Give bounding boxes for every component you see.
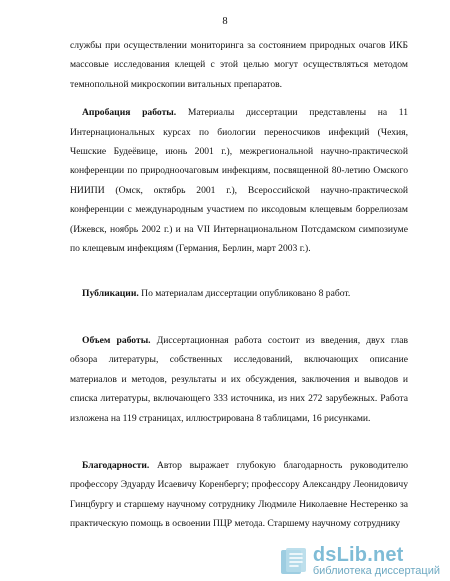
paragraph-heading: Объем работы.	[82, 334, 151, 346]
watermark-name: dsLib.net	[312, 544, 404, 566]
paragraph-text: службы при осуществлении мониторинга за состоянием природных очагов ИКБ массовые исследования клещей с этой целью могут осуществляться методом темнопольной микроскопии витальных препаратов.	[70, 40, 408, 90]
paragraph-continuation	[70, 36, 408, 94]
paragraph-text: Материалы диссертации представлены на 11 Интернациональных курсах по биологии переносчиков инфекций (Чехия, Чешские Будеёвице, июнь 2001 г.), межрегиональной научно-практической конференции по природноочаговым инфекциям, посвященной 80-летию Омского НИИПИ (Омск, октябрь 2001 г.), Всероссийской научно-практической конференции с международным участием по иксодовым клещевым боррелиозам (Ижевск, ноябрь 2002 г.) и на VII Интернациональном Потсдамском симпозиуме по клещевым инфекциям (Германия, Берлин, март 2003 г.).	[70, 107, 408, 255]
paragraph-text: Диссертационная работа состоит из введения, двух глав обзора литературы, собственных исследований, включающих описание материалов и методов, результаты и их обсуждения, заключения и выводов и списка литературы, включающего 333 источника, из них 272 зарубежных. Работа изложена на 119 страницах, иллюстрирована 8 таблицами, 16 рисунками.	[70, 334, 408, 424]
paragraph-heading: Публикации.	[82, 288, 139, 300]
page-number: 8	[222, 16, 228, 27]
paragraph-publications	[70, 284, 408, 303]
paragraph-text: Автор выражает глубокую благодарность руководителю профессору Эдуарду Исаевичу Коренбергу; профессору Александру Леонидовичу Гинцбургу и старшему научному сотруднику Людмиле Николаевне Нестеренко за практическую помощь в освоении ПЦР метода. Старшему научному сотруднику	[70, 459, 408, 530]
paragraph-heading: Благодарности.	[82, 459, 150, 471]
dslib-watermark	[279, 545, 440, 577]
page-body	[70, 36, 408, 534]
dslib-logo-icon	[279, 546, 309, 576]
watermark-text	[313, 545, 440, 577]
paragraph-heading: Апробация работы.	[82, 107, 177, 119]
watermark-subtitle: библиотека диссертаций	[312, 565, 440, 577]
paragraph-approbation	[70, 103, 408, 258]
paragraph-acknowledgements	[70, 456, 408, 534]
paragraph-text: По материалам диссертации опубликовано 8 работ.	[138, 288, 351, 300]
paragraph-volume	[70, 331, 408, 428]
